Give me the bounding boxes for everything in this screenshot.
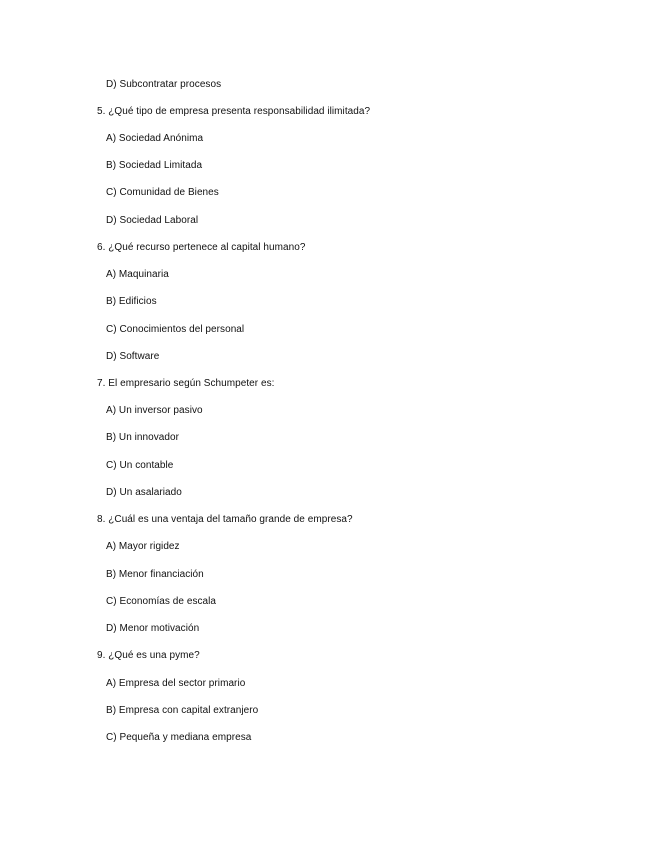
- answer-option: B) Sociedad Limitada: [106, 160, 203, 171]
- answer-option: D) Sociedad Laboral: [106, 215, 199, 226]
- answer-option: B) Un innovador: [106, 432, 180, 443]
- answer-option: D) Subcontratar procesos: [106, 79, 222, 90]
- answer-option: B) Empresa con capital extranjero: [106, 705, 259, 716]
- answer-option: D) Menor motivación: [106, 623, 200, 634]
- answer-option: C) Conocimientos del personal: [106, 324, 245, 335]
- question-9: 9. ¿Qué es una pyme?: [97, 650, 200, 661]
- answer-option: D) Software: [106, 351, 160, 362]
- answer-option: A) Mayor rigidez: [106, 541, 180, 552]
- question-5: 5. ¿Qué tipo de empresa presenta responsabilidad ilimitada?: [97, 106, 371, 117]
- answer-option: A) Maquinaria: [106, 269, 169, 280]
- answer-option: D) Un asalariado: [106, 487, 182, 498]
- answer-option: A) Empresa del sector primario: [106, 678, 246, 689]
- answer-option: A) Sociedad Anónima: [106, 133, 204, 144]
- question-7: 7. El empresario según Schumpeter es:: [97, 378, 275, 389]
- question-6: 6. ¿Qué recurso pertenece al capital humano?: [97, 242, 306, 253]
- answer-option: A) Un inversor pasivo: [106, 405, 203, 416]
- answer-option: B) Menor financiación: [106, 569, 204, 580]
- answer-option: C) Pequeña y mediana empresa: [106, 732, 252, 743]
- answer-option: C) Un contable: [106, 460, 174, 471]
- question-8: 8. ¿Cuál es una ventaja del tamaño grande de empresa?: [97, 514, 353, 525]
- answer-option: C) Comunidad de Bienes: [106, 187, 219, 198]
- answer-option: C) Economías de escala: [106, 596, 217, 607]
- answer-option: B) Edificios: [106, 296, 157, 307]
